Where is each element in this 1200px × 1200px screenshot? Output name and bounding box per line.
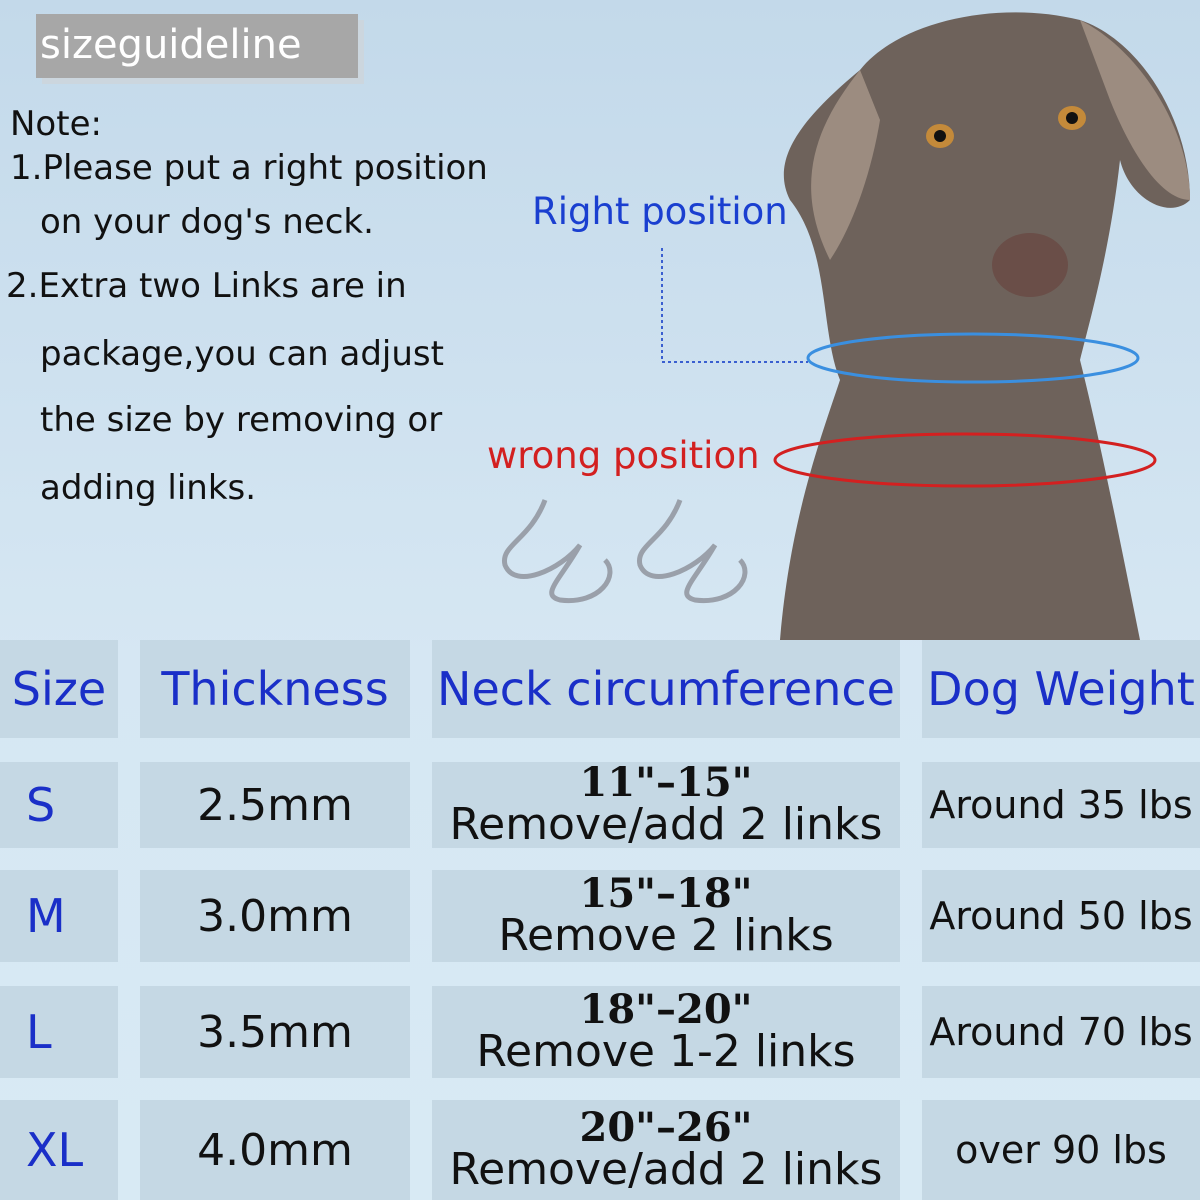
- size-cell: XL: [0, 1100, 118, 1200]
- neck-detail: Remove/add 2 links: [449, 1144, 883, 1195]
- neck-cell: [432, 1100, 900, 1200]
- neck-range: 18"–20": [579, 986, 753, 1033]
- note-heading: Note:: [10, 104, 102, 144]
- size-cell: M: [0, 870, 118, 962]
- neck-range: 15"–18": [579, 870, 753, 917]
- neck-cell: [432, 759, 900, 850]
- weight-cell: Around 70 lbs: [922, 986, 1200, 1078]
- right-position-label: Right position: [532, 190, 788, 233]
- note-1-line-2: on your dog's neck.: [40, 202, 374, 242]
- neck-range: 11"–15": [579, 759, 753, 806]
- wrong-position-label: wrong position: [487, 434, 760, 477]
- header-thickness: Thickness: [140, 640, 410, 738]
- neck-cell: [432, 870, 900, 962]
- size-cell: S: [0, 762, 118, 848]
- note-2-line-3: the size by removing or: [40, 400, 443, 440]
- header-weight: Dog Weight: [922, 640, 1200, 738]
- neck-detail: Remove 1-2 links: [476, 1026, 856, 1077]
- dog-image: [780, 12, 1190, 640]
- header-neck: Neck circumference: [432, 640, 900, 738]
- thickness-cell: 4.0mm: [140, 1100, 410, 1200]
- neck-detail: Remove 2 links: [498, 910, 834, 961]
- note-2-line-4: adding links.: [40, 468, 257, 508]
- pointer-line: [662, 248, 808, 362]
- size-guideline-title: sizeguideline: [36, 14, 358, 78]
- note-2-line-1: 2.Extra two Links are in: [6, 266, 407, 306]
- thickness-cell: 2.5mm: [140, 762, 410, 848]
- neck-detail: Remove/add 2 links: [449, 799, 883, 850]
- note-2-line-2: package,you can adjust: [40, 334, 444, 374]
- thickness-cell: 3.0mm: [140, 870, 410, 962]
- weight-cell: Around 50 lbs: [922, 870, 1200, 962]
- note-1-line-1: 1.Please put a right position: [10, 148, 488, 188]
- weight-cell: over 90 lbs: [922, 1100, 1200, 1200]
- thickness-cell: 3.5mm: [140, 986, 410, 1078]
- weight-cell: Around 35 lbs: [922, 762, 1200, 848]
- extra-links-icon: [504, 500, 745, 601]
- header-size: Size: [0, 640, 118, 738]
- neck-cell: [432, 986, 900, 1078]
- size-cell: L: [0, 986, 118, 1078]
- neck-range: 20"–26": [579, 1104, 753, 1151]
